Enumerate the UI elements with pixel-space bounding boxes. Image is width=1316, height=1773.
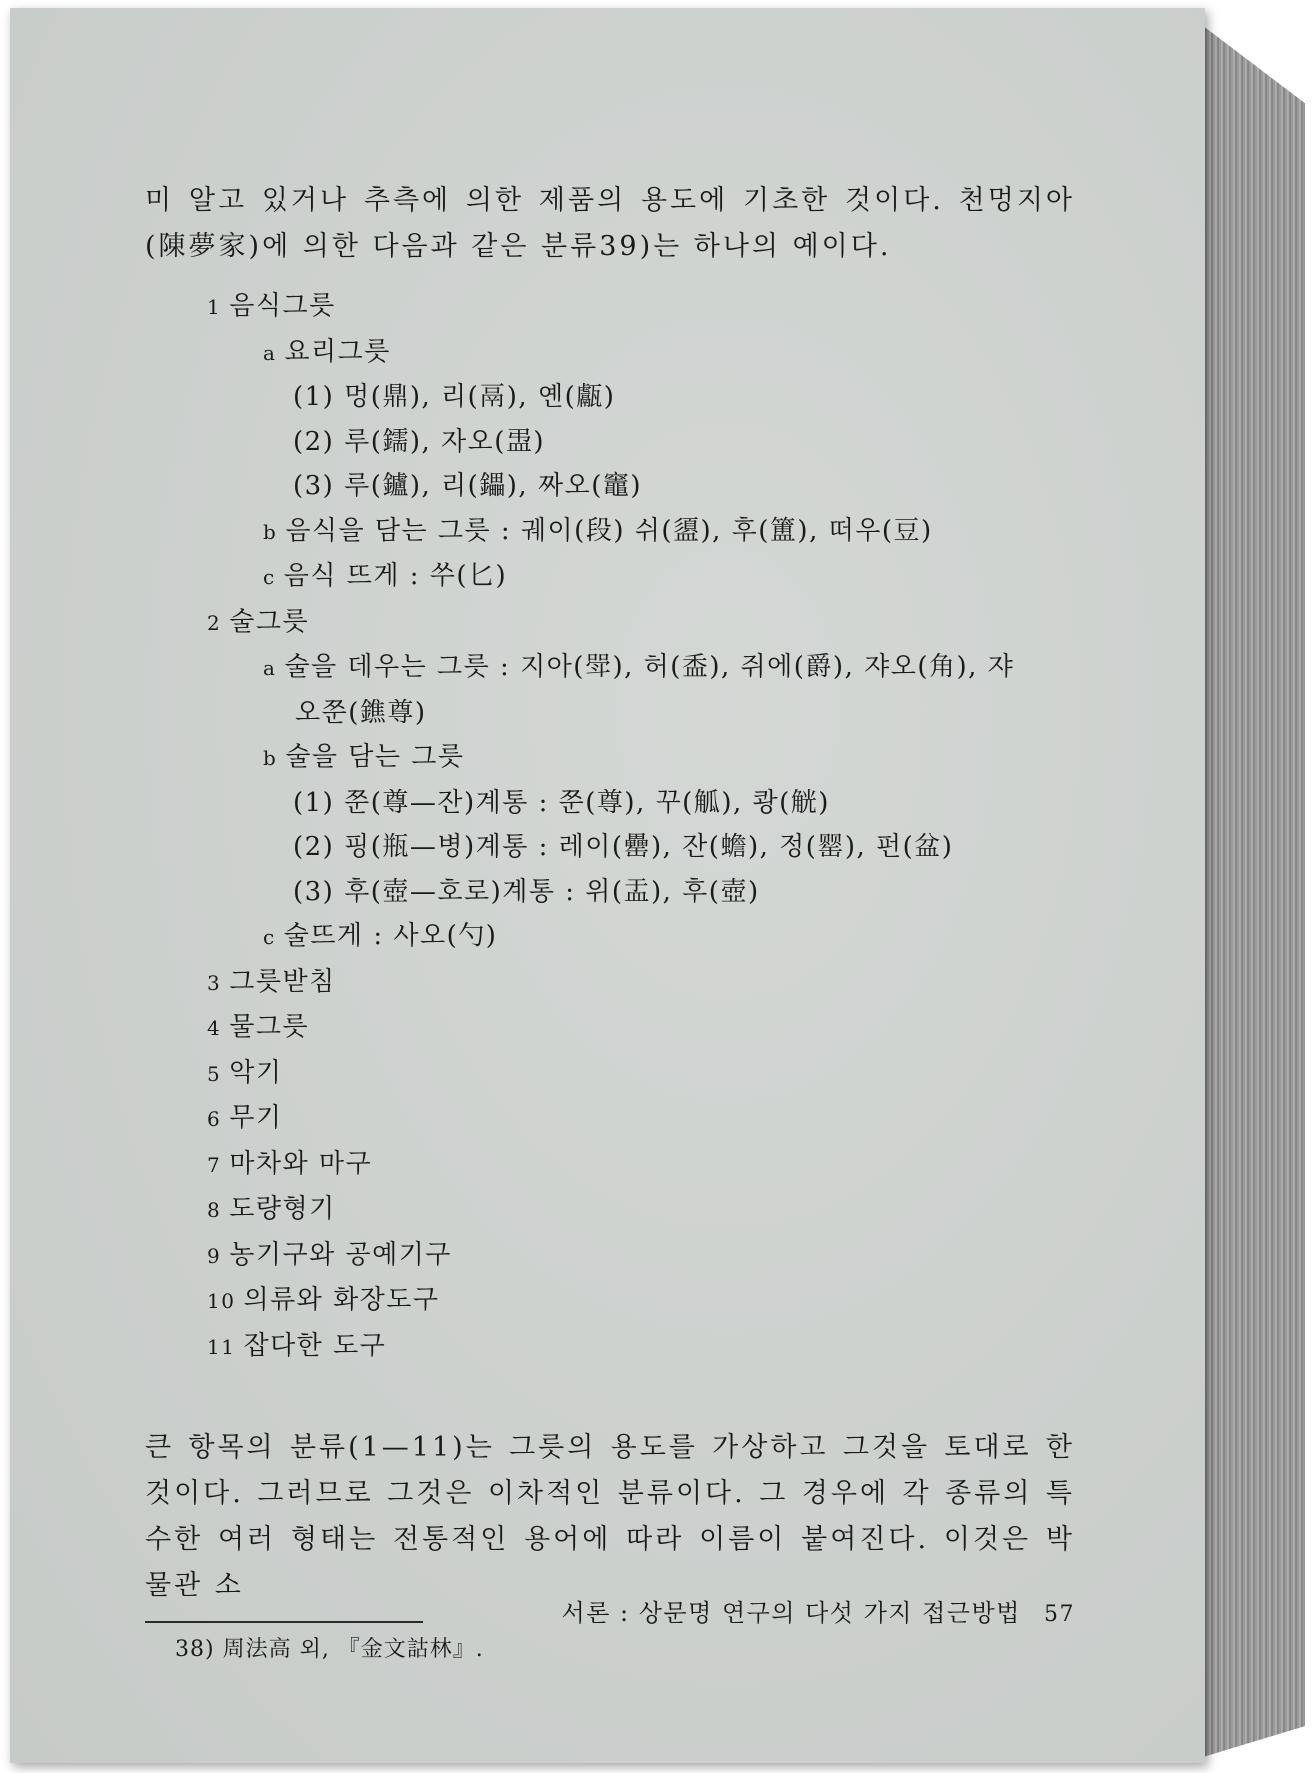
list-item [145,375,1075,420]
list-item-marker: a [263,340,277,365]
list-item [145,645,1075,691]
list-item-text: (1) 멍(鼎), 리(鬲), 옌(甗) [293,382,616,412]
list-item-text: 술그릇 [229,606,310,637]
list-item-marker: c [263,565,276,589]
page-edges [1190,16,1305,1761]
list-item-text: 악기 [229,1057,283,1088]
book-page [10,8,1205,1763]
list-item-marker: 9 [207,1243,222,1268]
list-item-text: 무기 [229,1103,283,1133]
list-item-text: 도량형기 [229,1194,336,1224]
list-item [145,1324,1075,1370]
list-item [145,870,1075,915]
list-item [145,600,1075,646]
list-item-text: 음식그릇 [229,291,336,321]
list-item-text: 음식 뜨게 : 쑤(匕) [283,561,508,591]
list-item [145,960,1075,1006]
list-item-text: (2) 핑(瓶—병)계통 : 레이(罍), 잔(蟾), 정(罂), 펀(盆) [293,832,954,862]
book [10,8,1300,1763]
classification-list [145,284,1075,1369]
list-item-marker: b [263,519,278,544]
page-number: 57 [1044,1602,1075,1627]
list-item-text: 음식을 담는 그릇 : 궤이(段) 쉬(盨), 후(簠), 떠우(豆) [285,515,933,546]
footnote-rule [145,1621,423,1623]
list-item-text: 술을 데우는 그릇 : 지아(斝), 허(盉), 쥐에(爵), 쟈오(角), 쟈 [284,652,1015,682]
list-item-text: 물그릇 [229,1012,310,1042]
list-item-text: (1) 쭌(尊—잔)계통 : 쭌(尊), 꾸(觚), 쾅(觥) [293,787,830,818]
list-item-marker: 3 [207,970,222,995]
list-item-text: 술뜨게 : 사오(勺) [283,921,498,951]
list-item-marker: a [263,656,277,680]
list-item [145,825,1075,870]
list-item [145,914,1075,960]
list-item [145,1096,1075,1142]
list-item-text: 농기구와 공예기구 [229,1239,452,1270]
list-item [145,420,1075,465]
list-item-marker: 8 [207,1198,222,1222]
list-item [145,1233,1075,1279]
list-item-marker: c [263,925,276,949]
list-item [145,1051,1075,1097]
list-item [145,330,1075,376]
list-item-text: 요리그릇 [284,336,391,367]
paragraph-explanation: 큰 항목의 분류(1—11)는 그릇의 용도를 가상하고 그것을 토대로 한 것이다. 그러므로 그것은 이차적인 분류이다. 그 경우에 각 종류의 특수한 여러 형태는 전통적인 용어에 따라 이름이 붙여진다. 이것은 박물관 소 [145,1432,1075,1601]
list-item-text: 마차와 마구 [229,1148,373,1179]
list-item-marker: 6 [207,1107,222,1131]
list-item [145,1278,1075,1324]
list-item-text: (3) 루(鑪), 리(鑘), 짜오(竈) [293,471,642,501]
list-item-marker: 7 [207,1152,222,1177]
list-item [145,735,1075,781]
list-item [145,464,1075,509]
list-item-text: 술을 담는 그릇 [285,742,465,772]
list-item-marker: 2 [207,610,222,635]
list-item-marker: 4 [207,1016,222,1040]
list-item [145,1187,1075,1233]
list-item [145,284,1075,330]
list-item [145,1005,1075,1051]
list-item-text: 의류와 화장도구 [243,1285,440,1315]
list-item [145,509,1075,555]
list-item-marker: b [263,746,278,770]
list-item-text: 잡다한 도구 [243,1330,387,1361]
list-item-text: 오쭌(鐎尊) [295,697,427,728]
footnote: 38) 周法高 외, 『金文詁林』. [175,1637,484,1662]
list-item [145,554,1075,600]
list-item-marker: 1 [207,295,222,319]
list-item [145,1142,1075,1188]
paragraph-intro: 미 알고 있거나 추측에 의한 제품의 용도에 기초한 것이다. 천멍지아(陳夢家)에 의한 다음과 같은 분류39)는 하나의 예이다. [145,185,1075,262]
list-item-marker: 5 [207,1061,222,1086]
list-item [145,691,1075,736]
list-item-text: (3) 후(壺—호로)계통 : 위(盂), 후(壺) [293,876,760,907]
list-item-marker: 11 [207,1334,236,1359]
list-item-text: (2) 루(鑐), 자오(盄) [293,426,546,457]
list-item [145,781,1075,826]
list-item-marker: 10 [207,1289,236,1313]
running-head-title: 서론 : 상문명 연구의 다섯 가지 접근방법 [561,1599,1021,1627]
page-text [145,178,1075,1665]
running-head [515,1593,1075,1628]
list-item-text: 그릇받침 [229,966,336,997]
